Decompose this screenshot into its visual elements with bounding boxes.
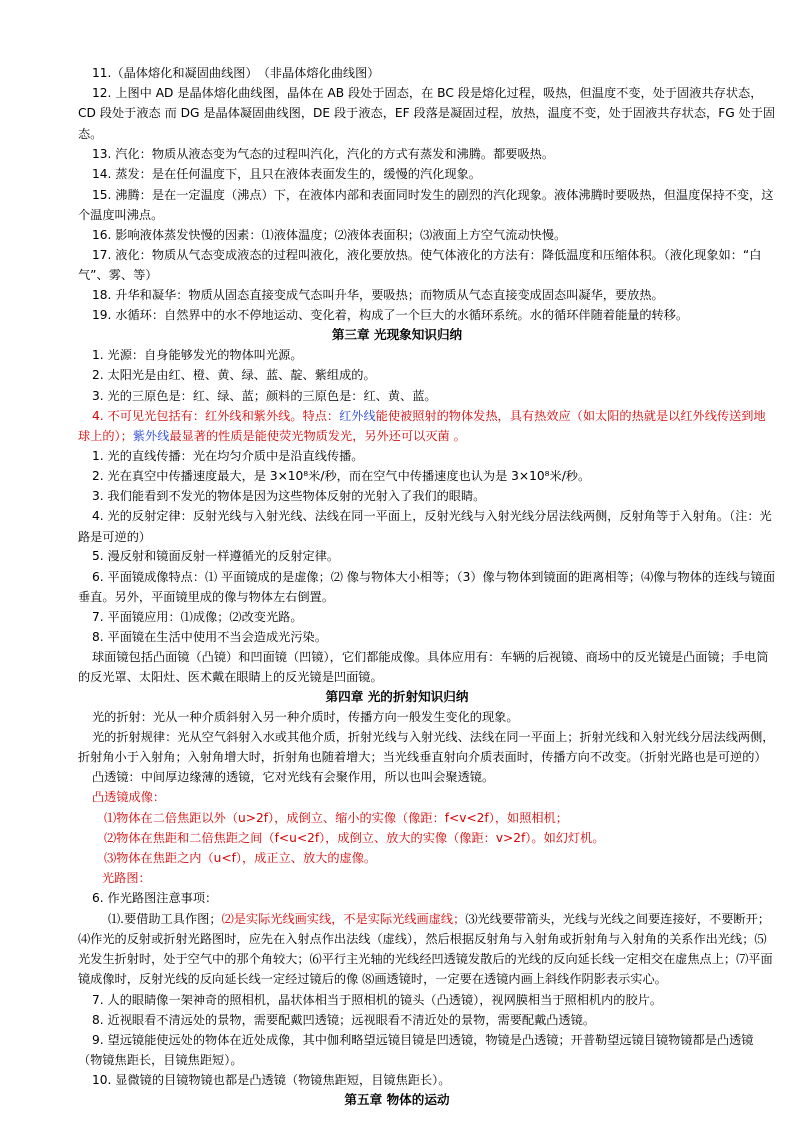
line-4-10: 10. 显微镜的目镜物镜也都是凸透镜（物镜焦距短，目镜焦距长）。 xyxy=(92,1072,451,1087)
line-3-b6: 6. 平面镜成像特点：⑴ 平面镜成的是虚像；⑵ 像与物体大小相等；（3）像与物体到镜面的距离相等；⑷像与物体的连线与镜面垂直。另外，平面镜里成的像与物体左右倒置。 xyxy=(78,569,776,604)
refraction-law: 光的折射规律：光从空气斜射入水或其他介质，折射光线与入射光线、法线在同一平面上；折射光线和入射光线分居法线两侧，折射角小于入射角；入射角增大时，折射角也随着增大；当光线垂直射向介质表面时，传播方向不改变。（折射光路也是可逆的） xyxy=(78,730,775,765)
line-2-12: 12. 上图中 AD 是晶体熔化曲线图，晶体在 AB 段处于固态，在 BC 段是熔化过程，吸热，但温度不变，处于固液共存状态，CD 段处于液态 而 DG 是晶体凝固曲线图，DE 段于液态，EF 段落是凝固过程，放热，温度不变，处于固液共存状态，FG 处于固态。 xyxy=(78,86,776,141)
line-3-4-invisible-light: 4. 不可见光包括有：红外线和紫外线。特点：红外线能使被照射的物体发热，具有热效应（如太阳的热就是以红外线传送到地球上的）；紫外线最显著的性质是能使荧光物质发光，另外还可以灭菌 。 xyxy=(78,408,766,443)
chapter-3-heading: 第三章 光现象知识归纳 xyxy=(331,327,463,343)
keyword-infrared: 红外线 xyxy=(339,408,376,423)
line-3-b9: 球面镜包括凸面镜（凸镜）和凹面镜（凹镜），它们都能成像。具体应用有：车辆的后视镜、商场中的反光镜是凸面镜；手电筒的反光罩、太阳灶、医术戴在眼睛上的反光镜是凹面镜。 xyxy=(78,649,769,685)
drawing-notes-title: 6. 作光路图注意事项： xyxy=(92,891,218,906)
light-path-title: 光路图： xyxy=(102,871,151,886)
line-2-19: 19. 水循环：自然界中的水不停地运动、变化着，构成了一个巨大的水循环系统。水的循环伴随着能量的转移。 xyxy=(92,307,689,322)
line-4-9: 9. 望远镜能使远处的物体在近处成像，其中伽利略望远镜目镜是凹透镜，物镜是凸透镜；开普勒望远镜目镜物镜都是凸透镜（物镜焦距长，目镜焦距短）。 xyxy=(78,1032,754,1068)
line-2-14: 14. 蒸发：是在任何温度下，且只在液体表面发生的，缓慢的汽化现象。 xyxy=(92,167,481,182)
line-3-b2: 2. 光在真空中传播速度最大，是 3×10⁸米/秒，而在空气中传播速度也认为是 3×10⁸米/秒。 xyxy=(92,469,591,483)
line-2-16: 16. 影响液体蒸发快慢的因素：⑴液体温度；⑵液体表面积；⑶液面上方空气流动快慢。 xyxy=(92,227,567,242)
line-2-13: 13. 汽化：物质从液态变为气态的过程叫汽化，汽化的方式有蒸发和沸腾。都要吸热。 xyxy=(92,147,555,162)
line-2-18: 18. 升华和凝华：物质从固态直接变成气态叫升华，要吸热；而物质从气态直接变成固态叫凝华，要放热。 xyxy=(92,287,664,302)
line-2-17: 17. 液化：物质从气态变成液态的过程叫液化，液化要放热。使气体液化的方法有：降低温度和压缩体积。（液化现象如：“白气”、雾、等） xyxy=(78,247,762,282)
keyword-ultraviolet: 紫外线 xyxy=(132,429,170,443)
imaging-rule-1: ⑴物体在二倍焦距以外（u>2f），成倒立、缩小的实像（像距：f<v<2f），如照相机； xyxy=(104,810,568,825)
line-2-15: 15. 沸腾：是在一定温度（沸点）下，在液体内部和表面同时发生的剧烈的汽化现象。液体沸腾时要吸热，但温度保持不变，这个温度叫沸点。 xyxy=(78,187,774,222)
line-3-2: 2. 太阳光是由红、橙、黄、绿、蓝、靛、紫组成的。 xyxy=(92,368,376,383)
line-4-8: 8. 近视眼看不清远处的景物，需要配戴凹透镜；远视眼看不清近处的景物，需要配戴凸透镜。 xyxy=(92,1012,596,1027)
imaging-rule-2: ⑵物体在焦距和二倍焦距之间（f<u<2f），成倒立、放大的实像（像距：v>2f）。如幻灯机。 xyxy=(104,830,605,845)
refraction-definition: 光的折射：光从一种介质斜射入另一种介质时，传播方向一般发生变化的现象。 xyxy=(92,710,519,725)
chapter-4-heading: 第四章 光的折射知识归纳 xyxy=(325,688,469,704)
imaging-rule-3: ⑶物体在焦距之内（u<f），成正立、放大的虚像。 xyxy=(104,851,377,865)
line-2-11: 11.（晶体熔化和凝固曲线图） （非晶体熔化曲线图） xyxy=(92,66,380,80)
line-3-b4: 4. 光的反射定律：反射光线与入射光线、法线在同一平面上，反射光线与入射光线分居法线两侧，反射角等于入射角。（注：光路是可逆的） xyxy=(78,509,772,544)
chapter-5-heading: 第五章 物体的运动 xyxy=(344,1092,450,1108)
line-3-3: 3. 光的三原色是：红、绿、蓝；颜料的三原色是：红、黄、蓝。 xyxy=(92,388,437,403)
line-4-7: 7. 人的眼睛像一架神奇的照相机，晶状体相当于照相机的镜头（凸透镜），视网膜相当于照相机内的胶片。 xyxy=(92,992,663,1007)
convex-lens-imaging-title: 凸透镜成像： xyxy=(92,790,166,805)
drawing-note-solid-dashed: ⑵是实际光线画实线，不是实际光线画虚线； xyxy=(221,911,466,926)
line-3-b5: 5. 漫反射和镜面反射一样遵循光的反射定律。 xyxy=(92,549,340,564)
line-3-b8: 8. 平面镜在生活中使用不当会造成光污染。 xyxy=(92,629,327,644)
line-3-b1: 1. 光的直线传播：光在均匀介质中是沿直线传播。 xyxy=(92,448,364,463)
drawing-notes: ⑴.要借助工具作图；⑵是实际光线画实线，不是实际光线画虚线；⑶光线要带箭头，光线与光线之间要连接好，不要断开；⑷作光的反射或折射光路图时，应先在入射点作出法线（虚线），然后根据反射角与入射角或折射角与入射角的关系作出光线；⑸光发生折射时，处于空气中的那个角较大；⑹平行主光轴的光线经凹透镜发散后的光线的反向延长线一定相交在虚焦点上；⑺平面镜成像时，反射光线的反向延长线一定经过镜后的像 ⑻画透镜时，一定要在透镜内画上斜线作阴影表示实心。 xyxy=(78,911,773,987)
line-3-b7: 7. 平面镜应用：⑴成像；⑵改变光路。 xyxy=(92,609,303,624)
convex-lens-definition: 凸透镜：中间厚边缘薄的透镜，它对光线有会聚作用，所以也叫会聚透镜。 xyxy=(92,770,495,785)
line-3-1: 1. 光源：自身能够发光的物体叫光源。 xyxy=(92,348,303,363)
line-3-b3: 3. 我们能看到不发光的物体是因为这些物体反射的光射入了我们的眼睛。 xyxy=(92,489,486,504)
